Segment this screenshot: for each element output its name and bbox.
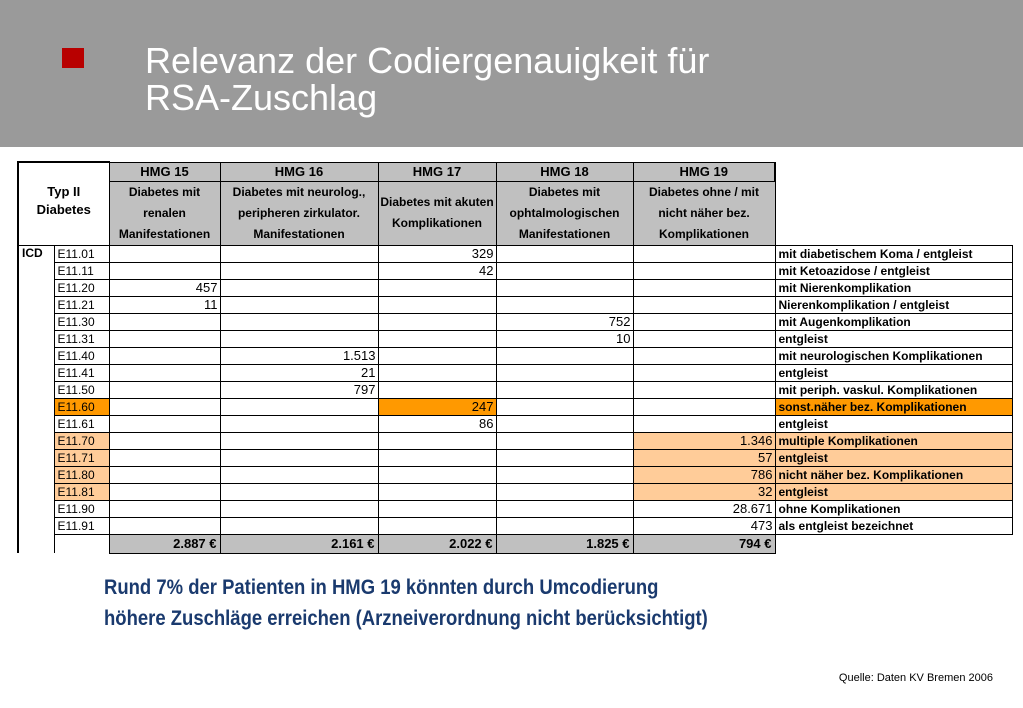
value-cell (633, 415, 775, 432)
total-cell: 2.022 € (378, 534, 496, 553)
icd-code: E11.90 (54, 500, 109, 517)
code-description: mit Augenkomplikation (775, 313, 1012, 330)
code-description: mit Ketoazidose / entgleist (775, 262, 1012, 279)
code-description: ohne Komplikationen (775, 500, 1012, 517)
value-cell (109, 398, 220, 415)
icd-code: E11.20 (54, 279, 109, 296)
value-cell (109, 517, 220, 534)
value-cell: 752 (496, 313, 633, 330)
icd-code: E11.80 (54, 466, 109, 483)
table-row (18, 313, 1012, 330)
icd-code: E11.50 (54, 381, 109, 398)
hmg-header: HMG 15 (109, 162, 220, 181)
value-cell (220, 296, 378, 313)
value-cell (378, 466, 496, 483)
value-cell: 797 (220, 381, 378, 398)
icd-code: E11.21 (54, 296, 109, 313)
value-cell (496, 381, 633, 398)
value-cell (633, 398, 775, 415)
value-cell (109, 347, 220, 364)
value-cell (109, 381, 220, 398)
table-row (18, 296, 1012, 313)
value-cell (220, 245, 378, 262)
value-cell (496, 296, 633, 313)
hmg-description: Diabetes ohne / mit nicht näher bez. Komplikationen (633, 181, 775, 245)
table-row (18, 381, 1012, 398)
value-cell (220, 415, 378, 432)
hmg-description: Diabetes mit renalen Manifestationen (109, 181, 220, 245)
value-cell (220, 330, 378, 347)
value-cell: 1.513 (220, 347, 378, 364)
slide-header (0, 0, 1023, 147)
table-body (18, 245, 1012, 553)
icd-code: E11.61 (54, 415, 109, 432)
value-cell (220, 466, 378, 483)
value-cell: 42 (378, 262, 496, 279)
code-description: entgleist (775, 483, 1012, 500)
value-cell (220, 313, 378, 330)
value-cell (378, 364, 496, 381)
total-cell: 2.161 € (220, 534, 378, 553)
value-cell (496, 449, 633, 466)
value-cell (378, 500, 496, 517)
totals-row (18, 534, 1012, 553)
icd-code: E11.30 (54, 313, 109, 330)
value-cell (109, 364, 220, 381)
table-row (18, 483, 1012, 500)
value-cell (496, 262, 633, 279)
value-cell (109, 313, 220, 330)
value-cell: 786 (633, 466, 775, 483)
hmg-header: HMG 19 (633, 162, 775, 181)
value-cell (633, 245, 775, 262)
table-row (18, 279, 1012, 296)
value-cell (109, 483, 220, 500)
value-cell (633, 364, 775, 381)
icd-code: E11.81 (54, 483, 109, 500)
code-description: nicht näher bez. Komplikationen (775, 466, 1012, 483)
value-cell: 28.671 (633, 500, 775, 517)
slide-title: Relevanz der Codiergenauigkeit für RSA-Zuschlag (145, 40, 710, 118)
hmg-description: Diabetes mit akuten Komplikationen (378, 181, 496, 245)
code-description: sonst.näher bez. Komplikationen (775, 398, 1012, 415)
value-cell (378, 517, 496, 534)
value-cell: 1.346 (633, 432, 775, 449)
value-cell (109, 466, 220, 483)
value-cell (109, 500, 220, 517)
source-note: Quelle: Daten KV Bremen 2006 (838, 672, 993, 684)
icd-code: E11.41 (54, 364, 109, 381)
icd-code: E11.71 (54, 449, 109, 466)
table-row (18, 347, 1012, 364)
value-cell (496, 279, 633, 296)
value-cell (378, 279, 496, 296)
value-cell (378, 432, 496, 449)
value-cell: 473 (633, 517, 775, 534)
value-cell (496, 466, 633, 483)
icd-code: E11.70 (54, 432, 109, 449)
square-bullet-icon (62, 48, 84, 68)
total-cell: 2.887 € (109, 534, 220, 553)
value-cell (633, 381, 775, 398)
value-cell (220, 279, 378, 296)
value-cell (378, 347, 496, 364)
value-cell: 329 (378, 245, 496, 262)
table-row (18, 398, 1012, 415)
value-cell (378, 330, 496, 347)
code-description: entgleist (775, 449, 1012, 466)
hmg-description: Diabetes mit neurolog., peripheren zirkulator. Manifestationen (220, 181, 378, 245)
code-description: entgleist (775, 364, 1012, 381)
value-cell (496, 432, 633, 449)
code-description: mit diabetischem Koma / entgleist (775, 245, 1012, 262)
icd-code: E11.60 (54, 398, 109, 415)
table-row (18, 432, 1012, 449)
code-description: entgleist (775, 415, 1012, 432)
icd-label: ICD (18, 245, 54, 553)
value-cell: 247 (378, 398, 496, 415)
value-cell (496, 347, 633, 364)
table-row (18, 262, 1012, 279)
value-cell (220, 500, 378, 517)
value-cell (496, 398, 633, 415)
code-description: mit neurologischen Komplikationen (775, 347, 1012, 364)
icd-code: E11.01 (54, 245, 109, 262)
code-description: mit Nierenkomplikation (775, 279, 1012, 296)
table-row (18, 415, 1012, 432)
hmg-header: HMG 16 (220, 162, 378, 181)
value-cell (496, 415, 633, 432)
table-row (18, 245, 1012, 262)
value-cell (378, 296, 496, 313)
table-row (18, 330, 1012, 347)
code-description: multiple Komplikationen (775, 432, 1012, 449)
icd-code: E11.40 (54, 347, 109, 364)
value-cell (220, 398, 378, 415)
icd-code: E11.31 (54, 330, 109, 347)
value-cell (109, 262, 220, 279)
value-cell (378, 449, 496, 466)
value-cell: 10 (496, 330, 633, 347)
value-cell (109, 330, 220, 347)
value-cell (220, 517, 378, 534)
value-cell (220, 449, 378, 466)
value-cell (378, 313, 496, 330)
value-cell (496, 245, 633, 262)
value-cell (633, 347, 775, 364)
table-row (18, 364, 1012, 381)
code-description: Nierenkomplikation / entgleist (775, 296, 1012, 313)
value-cell (633, 262, 775, 279)
value-cell: 57 (633, 449, 775, 466)
icd-code: E11.91 (54, 517, 109, 534)
value-cell (220, 262, 378, 279)
total-cell: 1.825 € (496, 534, 633, 553)
hmg-description: Diabetes mit ophtalmologischen Manifestationen (496, 181, 633, 245)
code-description: mit periph. vaskul. Komplikationen (775, 381, 1012, 398)
value-cell (220, 432, 378, 449)
icd-code: E11.11 (54, 262, 109, 279)
value-cell (109, 449, 220, 466)
value-cell: 32 (633, 483, 775, 500)
code-description: als entgleist bezeichnet (775, 517, 1012, 534)
value-cell: 457 (109, 279, 220, 296)
value-cell (109, 432, 220, 449)
typ-ii-diabetes-label: Typ II Diabetes (18, 162, 109, 245)
value-cell (496, 500, 633, 517)
value-cell: 86 (378, 415, 496, 432)
hmg-table (17, 161, 1013, 554)
value-cell (109, 415, 220, 432)
table-row (18, 449, 1012, 466)
value-cell (109, 245, 220, 262)
value-cell (633, 313, 775, 330)
value-cell: 11 (109, 296, 220, 313)
table-row (18, 500, 1012, 517)
value-cell (496, 483, 633, 500)
value-cell (378, 483, 496, 500)
total-cell: 794 € (633, 534, 775, 553)
table-row (18, 517, 1012, 534)
value-cell: 21 (220, 364, 378, 381)
conclusion-statement: Rund 7% der Patienten in HMG 19 könnten durch Umcodierung höhere Zuschläge erreichen (Arzneiverordnung nicht berücksichtigt) (104, 576, 708, 630)
value-cell (220, 483, 378, 500)
value-cell (633, 279, 775, 296)
table-row (18, 466, 1012, 483)
hmg-header: HMG 17 (378, 162, 496, 181)
value-cell (633, 330, 775, 347)
value-cell (496, 517, 633, 534)
value-cell (378, 381, 496, 398)
value-cell (496, 364, 633, 381)
code-description: entgleist (775, 330, 1012, 347)
hmg-header: HMG 18 (496, 162, 633, 181)
value-cell (633, 296, 775, 313)
